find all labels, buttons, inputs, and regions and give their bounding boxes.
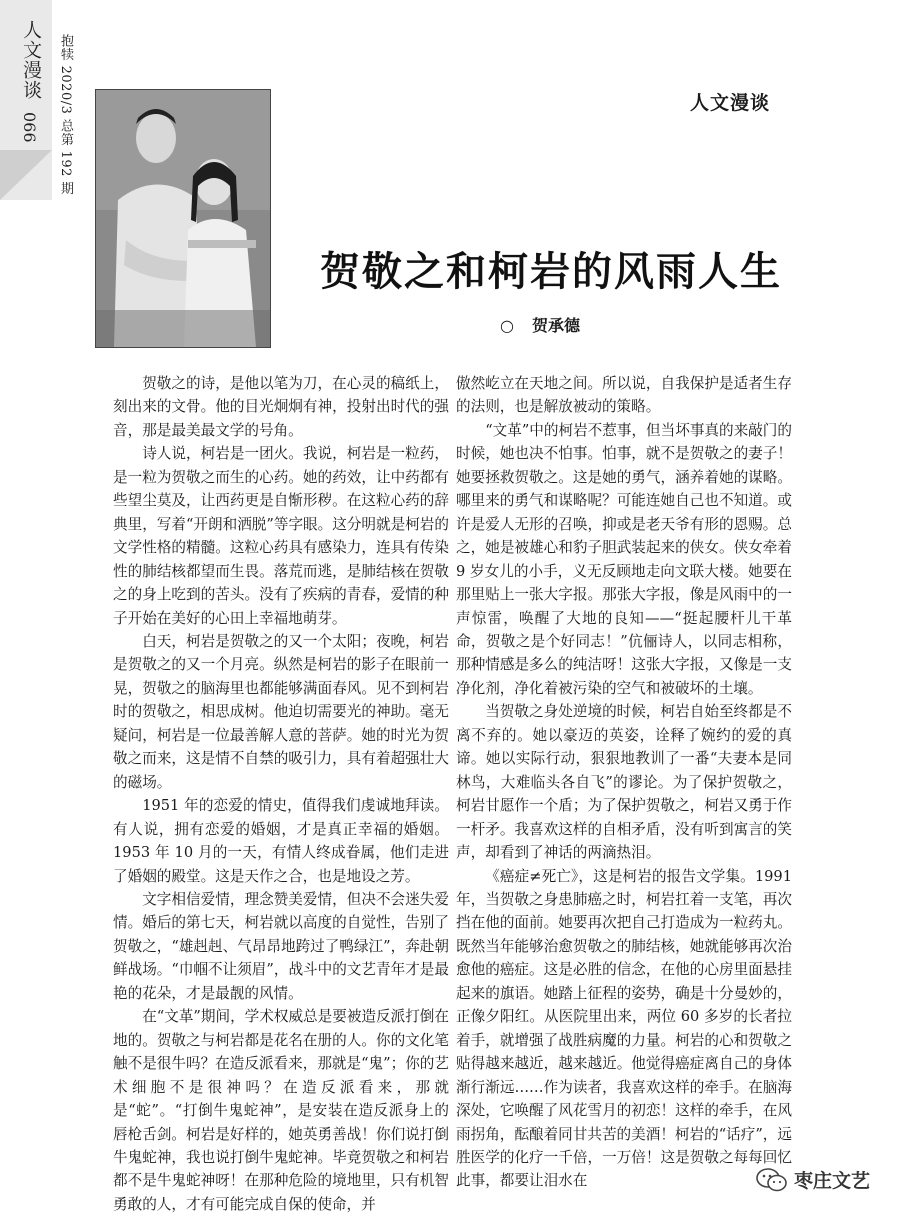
watermark xyxy=(756,1166,870,1193)
author-name: 贺承德 xyxy=(531,316,580,335)
issue-info: 抱犊 2020/3 总第 192 期 xyxy=(58,34,73,196)
paragraph: 文字相信爱情，理念赞美爱情，但决不会迷失爱情。婚后的第七天，柯岩就以高度的自觉性，告别了贺敬之，“雄赳赳、气昂昂地跨过了鸭绿江”，奔赴朝鲜战场。“巾帼不让须眉”，战斗中的文艺青年才是最艳的花朵，才是最靓的风情。 xyxy=(113,890,449,1002)
couple-photo-icon xyxy=(96,90,270,347)
paragraph: 1951 年的恋爱的情史，值得我们虔诚地拜读。有人说，拥有恋爱的婚姻，才是真正幸福的婚姻。1953 年 10 月的一天，有情人终成眷属，他们走进了婚姻的殿堂。这是天作之合，也是地设之芳。 xyxy=(113,797,449,885)
page-number: 066 xyxy=(20,112,39,143)
paragraph: 白天，柯岩是贺敬之的又一个太阳；夜晚，柯岩是贺敬之的又一个月亮。纵然是柯岩的影子在眼前一晃，贺敬之的脑海里也都能够满面春风。见不到柯岩时的贺敬之，相思成树。他迫切需要光的神助。毫无疑问，柯岩是一位最善解人意的菩萨。她的时光为贺敬之而来，这是情不自禁的吸引力，具有着超强壮大的磁场。 xyxy=(113,632,449,791)
tab-fold-corner xyxy=(0,150,52,200)
watermark-text: 枣庄文艺 xyxy=(794,1170,871,1192)
side-tab-section: 人文漫谈 xyxy=(20,20,42,100)
paragraph: 贺敬之的诗，是他以笔为刀，在心灵的稿纸上，刻出来的文骨。他的目光炯炯有神，投射出时代的强音，那是最美最文学的号角。 xyxy=(113,375,449,439)
paragraph: 诗人说，柯岩是一团火。我说，柯岩是一粒药，是一粒为贺敬之而生的心药。她的药效，让中药都有些望尘莫及，让西药更是自惭形秽。在这粒心药的辞典里，写着“开朗和洒脱”等字眼。这分明就是柯岩的文学性格的精髓。这粒心药具有感染力，连具有传染性的肺结核都望而生畏。落荒而逃，是肺结核在贺敬之的身上吃到的苦头。没有了疾病的青春，爱情的种子开始在美好的心田上幸福地萌芽。 xyxy=(113,445,449,627)
couple-photo xyxy=(95,89,271,348)
paragraph-continuation: 傲然屹立在天地之间。所以说，自我保护是适者生存的法则，也是解放被动的策略。 xyxy=(456,375,792,416)
section-label: 人文漫谈 xyxy=(690,92,771,114)
paragraph: 当贺敬之身处逆境的时候，柯岩自始至终都是不离不弃的。她以豪迈的英姿，诠释了婉约的爱的真谛。她以实际行动，狠狠地教训了一番“夫妻本是同林鸟，大难临头各自飞”的谬论。为了保护贺敬之，柯岩甘愿作一个盾；为了保护贺敬之，柯岩又勇于作一杆矛。我喜欢这样的自相矛盾，没有听到寓言的笑声，却看到了神话的两滴热泪。 xyxy=(456,703,792,862)
left-column xyxy=(113,372,449,1216)
paragraph: 《癌症≠死亡》，这是柯岩的报告文学集。1991 年，当贺敬之身患肺癌之时，柯岩扛着一支笔，再次挡在他的面前。她要再次把自己打造成为一粒药丸。既然当年能够治愈贺敬之的肺结核，她就能够再次治愈他的癌症。这是必胜的信念，在他的心房里面悬挂起来的旗语。她踏上征程的姿势，确是十分曼妙的，正像夕阳红。从医院里出来，两位 60 多岁的长者拉着手，就增强了战胜病魔的力量。柯岩的心和贺敬之贴得越来越近，越来越近。他觉得癌症离自己的身体渐行渐远……作为读者，我喜欢这样的牵手。在脑海深处，它唤醒了风花雪月的初恋！这样的牵手，在风雨拐角，酝酿着同甘共苦的美酒！柯岩的“话疗”，远胜医学的化疗一千倍，一万倍！这是贺敬之每每回忆此事，都要让泪水在 xyxy=(456,867,792,1190)
author-line xyxy=(500,313,580,336)
wechat-icon xyxy=(756,1167,788,1193)
author-marker: ○ xyxy=(500,316,514,335)
paragraph: “文革”中的柯岩不惹事，但当坏事真的来敲门的时候，她也决不怕事。怕事，就不是贺敬之的妻子！她要拯救贺敬之。这是她的勇气，涵养着她的谋略。哪里来的勇气和谋略呢？可能连她自己也不知道。或许是爱人无形的召唤，抑或是老天爷有形的恩赐。总之，她是被雄心和豹子胆武装起来的侠女。侠女牵着 9 岁女儿的小手，义无反顾地走向文联大楼。她要在那里贴上一张大字报。那张大字报，像是风雨中的一声惊雷，唤醒了大地的良知——“挺起腰杆儿干革命，贺敬之是个好同志！”伉俪诗人，以同志相称，那种情感是多么的纯洁呀！这张大字报，又像是一支净化剂，净化着被污染的空气和被破坏的土壤。 xyxy=(456,421,792,697)
right-column xyxy=(456,372,792,1193)
paragraph: 在“文革”期间，学术权威总是要被造反派打倒在地的。贺敬之与柯岩都是花名在册的人。你的文化笔触不是很牛吗？在造反派看来，那就是“鬼”；你的艺术细胞不是很神吗？在造反派看来，那就是“蛇”。“打倒牛鬼蛇神”，是安装在造反派身上的唇枪舌剑。柯岩是好样的，她英勇善战！你们说打倒牛鬼蛇神，我也说打倒牛鬼蛇神。毕竟贺敬之和柯岩都不是牛鬼蛇神呀！在那种危险的境地里，只有机智勇敢的人，才有可能完成自保的使命，并 xyxy=(113,1008,449,1213)
article-title: 贺敬之和柯岩的风雨人生 xyxy=(320,249,782,295)
